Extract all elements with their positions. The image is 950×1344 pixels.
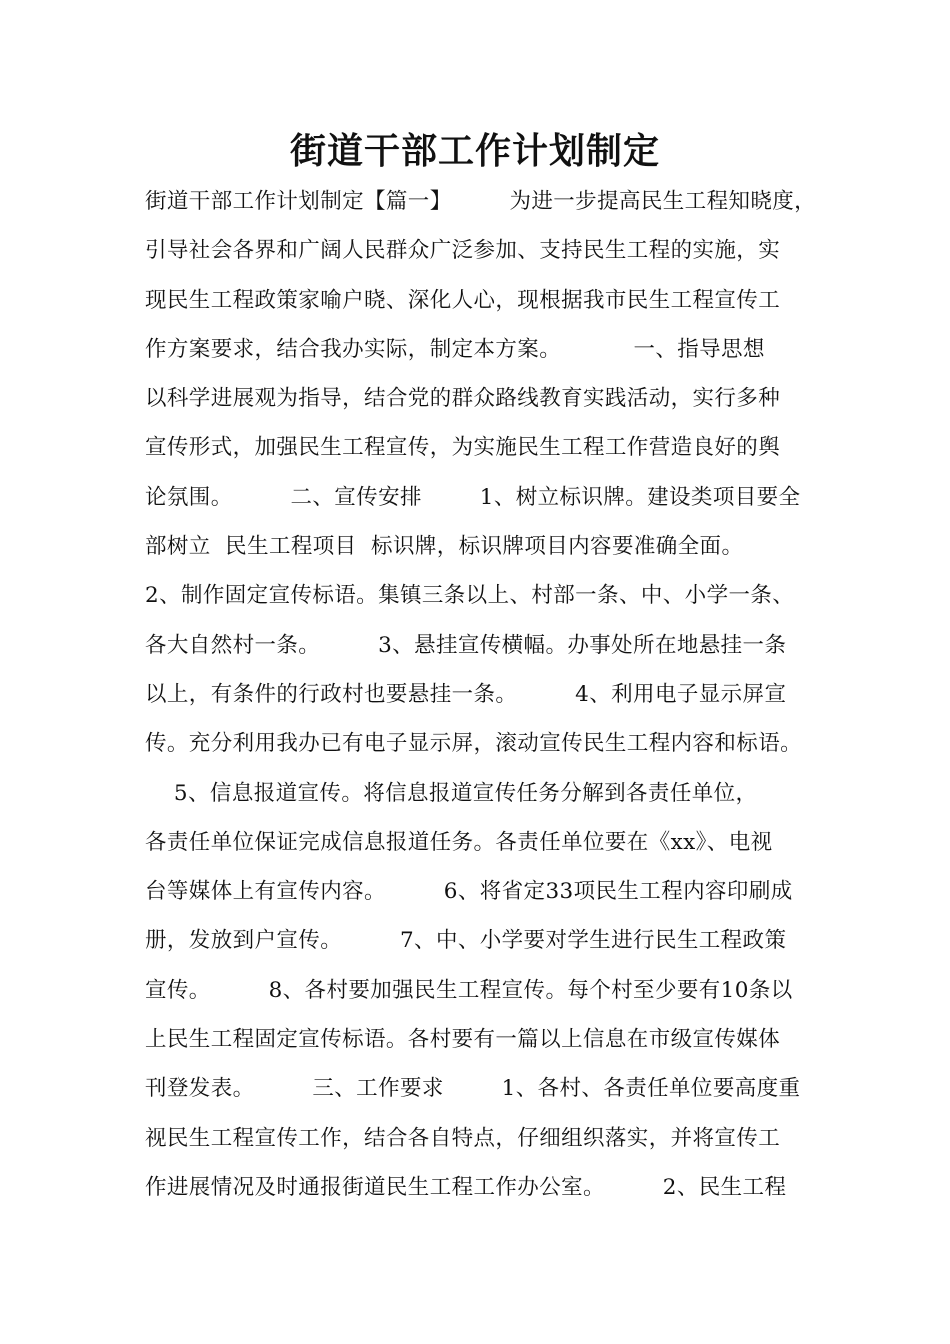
body-line: 作进展情况及时通报街道民生工程工作办公室。 2、民生工程 xyxy=(145,1174,787,1200)
body-line: 册，发放到户宣传。 7、中、小学要对学生进行民生工程政策 xyxy=(145,928,787,954)
body-line: 视民生工程宣传工作，结合各自特点，仔细组织落实，并将宣传工 xyxy=(145,1125,781,1151)
body-line: 宣传形式，加强民生工程宣传，为实施民生工程工作营造良好的舆 xyxy=(145,435,781,461)
body-line: 传。充分利用我办已有电子显示屏，滚动宣传民生工程内容和标语。 xyxy=(145,731,803,757)
body-line: 以科学进展观为指导，结合党的群众路线教育实践活动，实行多种 xyxy=(145,386,781,412)
document-body xyxy=(145,177,825,1212)
body-line: 台等媒体上有宣传内容。 6、将省定33项民生工程内容印刷成 xyxy=(145,879,793,905)
body-line: 各责任单位保证完成信息报道任务。各责任单位要在《xx》、电视 xyxy=(145,829,773,855)
body-line: 5、信息报道宣传。将信息报道宣传任务分解到各责任单位， xyxy=(145,780,758,806)
body-line: 现民生工程政策家喻户晓、深化人心，现根据我市民生工程宣传工 xyxy=(145,287,781,313)
body-line: 以上，有条件的行政村也要悬挂一条。 4、利用电子显示屏宣 xyxy=(145,681,787,707)
body-line: 作方案要求，结合我办实际，制定本方案。 一、指导思想 xyxy=(145,336,765,362)
body-line: 部树立 民生工程项目 标识牌，标识牌项目内容要准确全面。 xyxy=(145,534,744,560)
body-line: 宣传。 8、各村要加强民生工程宣传。每个村至少要有10条以 xyxy=(145,977,793,1003)
body-line: 刊登发表。 三、工作要求 1、各村、各责任单位要高度重 xyxy=(145,1076,801,1102)
body-line: 街道干部工作计划制定【篇一】 为进一步提高民生工程知晓度， xyxy=(145,189,817,214)
document-title: 街道干部工作计划制定 xyxy=(289,131,660,172)
body-line: 引导社会各界和广阔人民群众广泛参加、支持民生工程的实施，实 xyxy=(145,238,781,264)
body-line: 论氛围。 二、宣传安排 1、树立标识牌。建设类项目要全 xyxy=(145,484,801,510)
body-line: 上民生工程固定宣传标语。各村要有一篇以上信息在市级宣传媒体 xyxy=(145,1027,781,1053)
body-line: 2、制作固定宣传标语。集镇三条以上、村部一条、中、小学一条、 xyxy=(145,583,795,609)
body-line: 各大自然村一条。 3、悬挂宣传横幅。办事处所在地悬挂一条 xyxy=(145,632,787,658)
